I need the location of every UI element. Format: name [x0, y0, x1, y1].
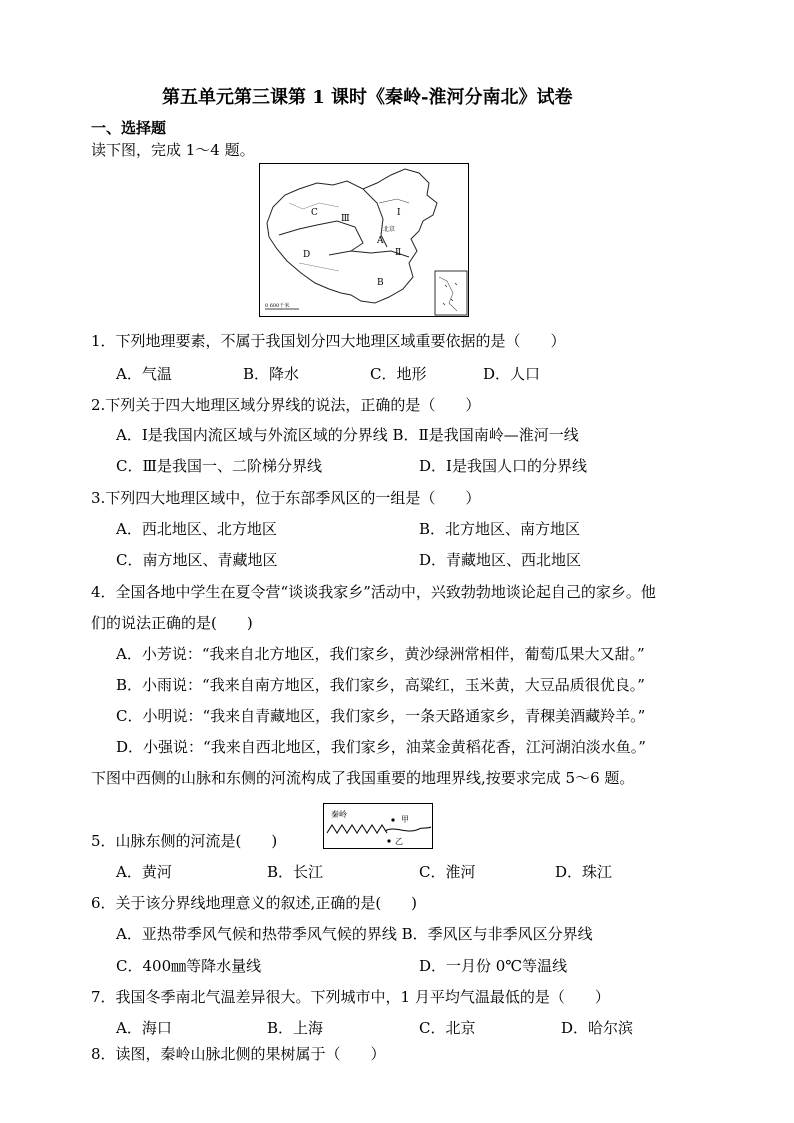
q4-option-a: A．小芳说：“我来自北方地区，我们家乡，黄沙绿洲常相伴，葡萄瓜果大又甜。” — [116, 645, 645, 663]
diagram-label-jia: 甲 — [401, 815, 409, 824]
q5-stem: 5．山脉东侧的河流是( ) — [91, 832, 278, 850]
q8-stem: 8．读图，秦岭山脉北侧的果树属于（ ） — [91, 1045, 386, 1063]
q6-option-ab: A．亚热带季风气候和热带季风气候的界线 B．季风区与非季风区分界线 — [116, 925, 593, 943]
china-region-map — [259, 163, 469, 317]
q3-option-c: C．南方地区、青藏地区 — [116, 551, 278, 569]
q3-option-d: D．青藏地区、西北地区 — [419, 551, 582, 569]
map-label-C: C — [311, 208, 318, 218]
diagram-label-yi: 乙 — [395, 837, 403, 846]
q7-option-a: A．海口 — [116, 1019, 172, 1037]
q5-option-d: D．珠江 — [555, 863, 613, 881]
q2-option-c: C．Ⅲ是我国一、二阶梯分界线 — [116, 457, 322, 475]
map-label-A: A — [377, 236, 384, 246]
q7-option-b: B．上海 — [267, 1019, 324, 1037]
intro-text-1: 读下图，完成 1～4 题。 — [91, 141, 255, 159]
q4-option-b: B．小雨说：“我来自南方地区，我们家乡，高粱红，玉米黄，大豆品质很优良。” — [116, 676, 645, 694]
section-heading: 一、选择题 — [91, 119, 167, 137]
q7-option-c: C．北京 — [419, 1019, 476, 1037]
q3-option-a: A．西北地区、北方地区 — [116, 520, 277, 538]
q6-option-c: C．400㎜等降水量线 — [116, 957, 262, 975]
q3-stem: 3.下列四大地理区域中，位于东部季风区的一组是（ ） — [91, 489, 481, 507]
q1-stem: 1．下列地理要素，不属于我国划分四大地理区域重要依据的是（ ） — [91, 332, 566, 350]
q1-option-b: B．降水 — [243, 365, 300, 383]
qinling-diagram — [323, 803, 433, 849]
map-label-I: Ⅰ — [397, 208, 401, 218]
q2-option-d: D．Ⅰ是我国人口的分界线 — [419, 457, 587, 475]
map-label-B: B — [377, 278, 384, 288]
q4-stem-line1: 4．全国各地中学生在夏令营“谈谈我家乡”活动中，兴致勃勃地谈论起自己的家乡。他 — [91, 583, 656, 601]
q1-option-a: A．气温 — [116, 365, 172, 383]
map-label-II: Ⅱ — [395, 248, 402, 258]
q2-option-ab: A．Ⅰ是我国内流区域与外流区域的分界线 B．Ⅱ是我国南岭—淮河一线 — [116, 426, 579, 444]
q4-option-c: C．小明说：“我来自青藏地区，我们家乡，一条天路通家乡，青稞美酒藏羚羊。” — [116, 707, 646, 725]
q5-option-c: C．淮河 — [419, 863, 476, 881]
map-label-III: Ⅲ — [341, 214, 350, 224]
intro-text-2: 下图中西侧的山脉和东侧的河流构成了我国重要的地理界线,按要求完成 5～6 题。 — [91, 769, 635, 787]
q7-stem: 7．我国冬季南北气温差异很大。下列城市中，1 月平均气温最低的是（ ） — [91, 988, 610, 1006]
map-scale: 0 600千米 — [265, 303, 290, 309]
map-label-beijing: 北京 — [383, 226, 396, 233]
q5-option-b: B．长江 — [267, 863, 324, 881]
q5-option-a: A．黄河 — [116, 863, 172, 881]
q2-stem: 2.下列关于四大地理区域分界线的说法，正确的是（ ） — [91, 396, 481, 414]
diagram-label-qinling: 秦岭 — [331, 810, 347, 819]
q4-option-d: D．小强说：“我来自西北地区，我们家乡，油菜金黄稻花香，江河湖泊淡水鱼。” — [116, 738, 646, 756]
q6-stem: 6．关于该分界线地理意义的叙述,正确的是( ) — [91, 894, 418, 912]
q3-option-b: B．北方地区、南方地区 — [419, 520, 581, 538]
q4-stem-line2: 们的说法正确的是( ) — [91, 614, 253, 632]
q7-option-d: D．哈尔滨 — [561, 1019, 634, 1037]
map-label-D: D — [303, 250, 311, 260]
q6-option-d: D．一月份 0℃等温线 — [419, 957, 568, 975]
page-title: 第五单元第三课第 1 课时《秦岭-淮河分南北》试卷 — [162, 87, 573, 108]
q1-option-d: D．人口 — [483, 365, 541, 383]
q1-option-c: C．地形 — [370, 365, 427, 383]
